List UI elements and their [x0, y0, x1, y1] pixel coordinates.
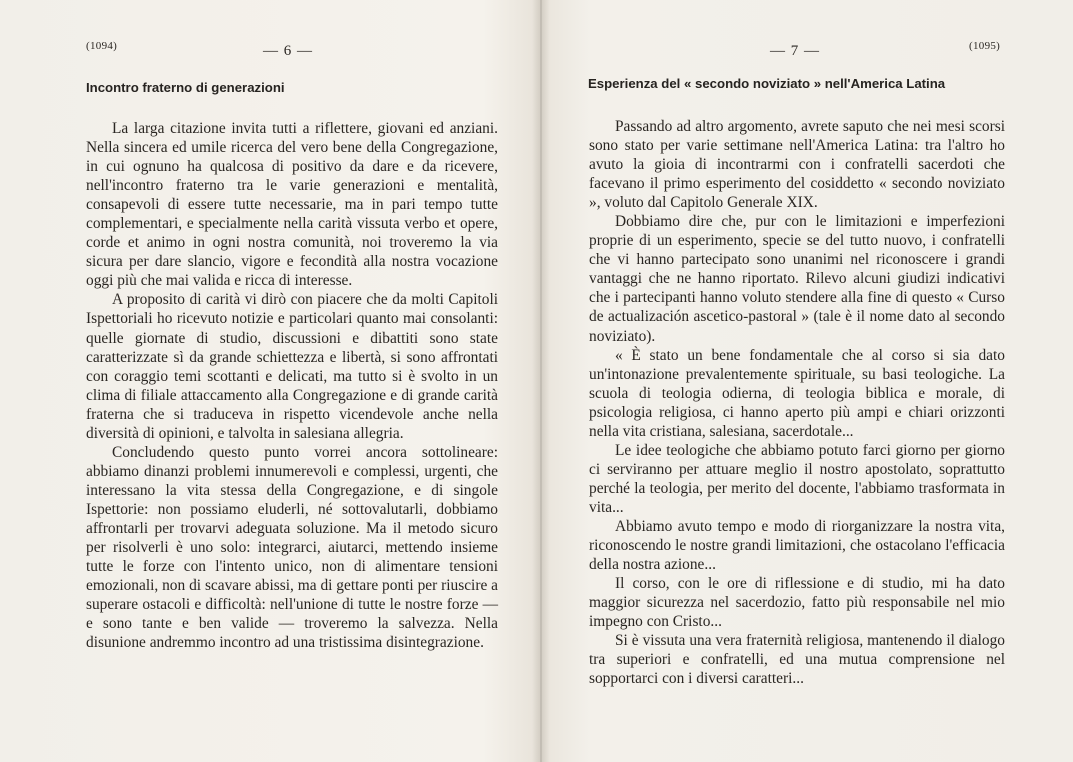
paragraph: Si è vissuta una vera fraternità religiosa, mantenendo il dialogo tra superiori e confratelli, ed una mutua comprensione nel sopportarci con i diversi caratteri...	[589, 632, 1005, 688]
right-page	[545, 0, 1073, 762]
right-body-text	[589, 117, 1005, 688]
left-section-heading: Incontro fraterno di generazioni	[86, 80, 285, 95]
left-page-reference: (1094)	[86, 40, 118, 52]
paragraph: A proposito di carità vi dirò con piacere che da molti Capitoli Ispettoriali ho ricevuto notizie e particolari quanto mai consolanti: quelle giornate di studio, discussioni e dibattiti sono state caratterizzate sì da grande schiettezza e libertà, si sono affrontati con coraggio temi scottanti e delicati, ma tutto si è svolto in un clima di filiale attaccamento alla Congregazione e di grande carità fraterna che si traduceva in rispetto vicendevole anche nella diversità di opinioni, e talvolta in salesiana allegria.	[86, 291, 498, 442]
right-page-number: — 7 —	[770, 43, 820, 59]
paragraph: Le idee teologiche che abbiamo potuto farci giorno per giorno ci serviranno per attuare meglio il nostro apostolato, soprattutto perché la teologia, per merito del docente, l'abbiamo trasformata in vita...	[589, 441, 1005, 516]
paragraph: Passando ad altro argomento, avrete saputo che nei mesi scorsi sono stato per varie settimane nell'America Latina: tra l'altro ho avuto la gioia di incontrarmi con i confratelli sacerdoti che facevano il primo esperimento del cosiddetto « secondo noviziato », voluto dal Capitolo Generale XIX.	[589, 118, 1005, 212]
paragraph: Dobbiamo dire che, pur con le limitazioni e imperfezioni proprie di un esperimento, specie se del tutto nuovo, i confratelli che vi hanno partecipato sono unanimi nel riconoscere i grandi vantaggi che ne hanno riportato. Rilevo alcuni giudizi indicativi che i partecipanti hanno voluto stendere alla fine di questo « Curso de actualización ascetico-pastoral » (tale è il nome dato al secondo noviziato).	[589, 213, 1005, 345]
paragraph: Abbiamo avuto tempo e modo di riorganizzare la nostra vita, riconoscendo le nostre grandi limitazioni, che ostacolano l'efficacia della nostra azione...	[589, 517, 1005, 574]
paragraph: Concludendo questo punto vorrei ancora sottolineare: abbiamo dinanzi problemi innumerevoli e complessi, urgenti, che interessano la vita stessa della Congregazione, e di singole Ispettorie: non possiamo eluderli, né sottovalutarli, dobbiamo affrontarli per trovarvi adeguata soluzione. Ma il metodo sicuro per risolverli è uno solo: integrarci, aiutarci, mettendo insieme tutte le forze con l'intento unico, non di alimentare tensioni emozionali, non di scavare abissi, ma di gettare ponti per riuscire a superare ostacoli e difficoltà: nell'unione di tutte le nostre forze — e sono tante e ben valide — troveremo la salvezza. Nella disunione andremmo incontro ad una tristissima disintegrazione.	[86, 443, 498, 652]
left-body-text	[86, 119, 498, 652]
paragraph: Il corso, con le ore di riflessione e di studio, mi ha dato maggior sicurezza nel sacerdozio, fatto più responsabile nel mio impegno con Cristo...	[589, 575, 1005, 631]
right-page-reference: (1095)	[969, 40, 1001, 52]
right-section-heading: Esperienza del « secondo noviziato » nell'America Latina	[588, 76, 946, 91]
paragraph: « È stato un bene fondamentale che al corso si sia dato un'intonazione prevalentemente spirituale, su basi teologiche. La scuola di teologia odierna, di teologia biblica e morale, di psicologia religiosa, ci hanno aperto più ampi e chiari orizzonti nella vita cristiana, salesiana, sacerdotale...	[589, 346, 1005, 440]
paragraph: La larga citazione invita tutti a riflettere, giovani ed anziani. Nella sincera ed umile ricerca del vero bene della Congregazione, in cui ognuno ha qualcosa di positivo da dare e da ricevere, nell'incontro fraterno tra le varie generazioni e mentalità, consapevoli di essere tutte necessarie, ma in pari tempo tutte complementari, e specialmente nella carità vissuta verbo et opere, corde et animo in ogni nostra comunità, noi troveremo la via sicura per dare slancio, vigore e fecondità alla nostra vocazione oggi più che mai valida e ricca di interesse.	[86, 120, 498, 290]
left-page-number: — 6 —	[263, 43, 313, 59]
